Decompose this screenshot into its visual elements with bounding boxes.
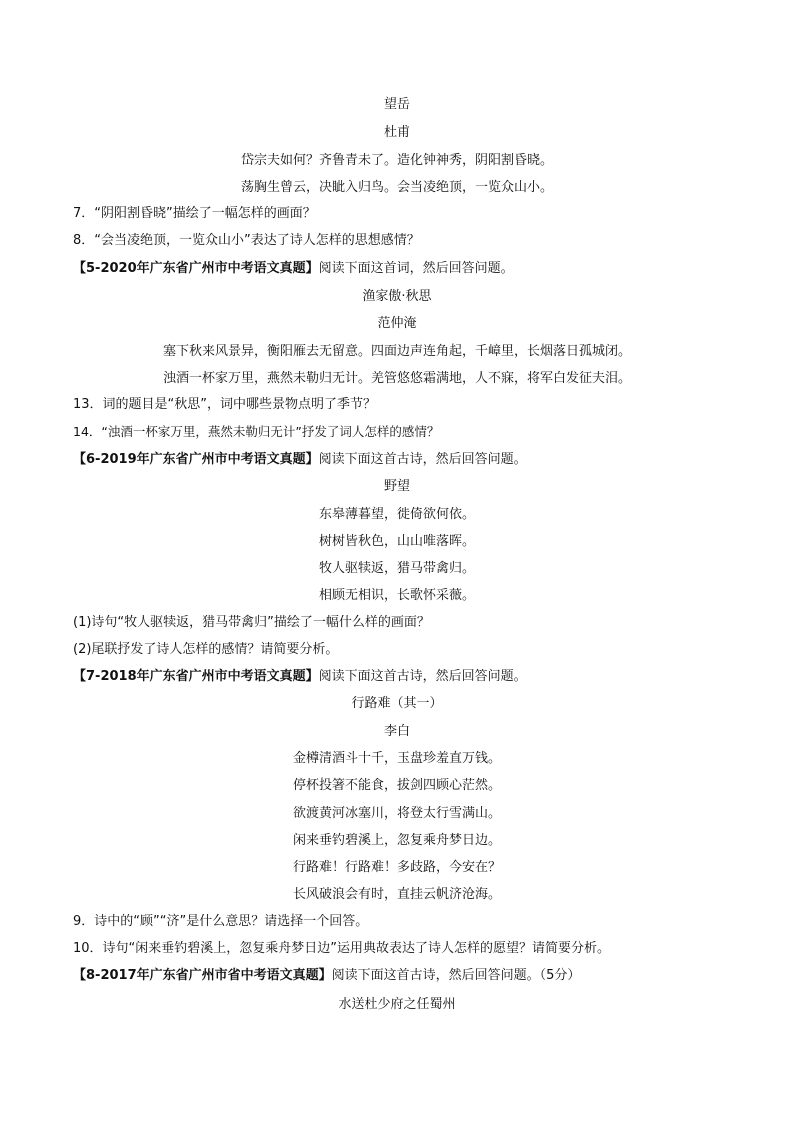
question: 14．“浊酒一杯家万里，燕然未勒归无计”抒发了词人怎样的感情？ (73, 424, 440, 439)
question: (1)诗句“牧人驱犊返，猎马带禽归”描绘了一幅什么样的画面？ (73, 615, 430, 630)
poem-line: 东皋薄暮望，徙倚欲何依。 (318, 507, 475, 522)
poem-title: 野望 (383, 479, 410, 494)
section-header (73, 967, 580, 985)
poem-author: 李白 (383, 724, 410, 739)
question: 10．诗句“闲来垂钓碧溪上，忽复乘舟梦日边”运用典故表达了诗人怎样的愿望？请简要分析。 (73, 941, 611, 956)
poem-line: 长风破浪会有时，直挂云帆济沧海。 (292, 887, 501, 902)
section-instruction: 阅读下面这首古诗，然后回答问题。 (318, 452, 527, 467)
poem-line: 荡胸生曾云，决眦入归鸟。会当凌绝顶，一览众山小。 (240, 180, 553, 195)
poem-line: 塞下秋来风景异，衡阳雁去无留意。四面边声连角起，千嶂里，长烟落日孤城闭。 (162, 344, 631, 359)
poem-title: 水送杜少府之任蜀州 (338, 997, 456, 1012)
section-header (73, 451, 527, 469)
section-tag: 【5-2020年广东省广州市中考语文真题】 (73, 261, 319, 276)
section-instruction: 阅读下面这首古诗，然后回答问题。（5分） (331, 968, 581, 983)
poem-line: 牧人驱犊返，猎马带禽归。 (318, 561, 475, 576)
poem-title: 行路难（其一） (351, 696, 443, 711)
poem-line: 金樽清酒斗十千，玉盘珍羞直万钱。 (292, 751, 501, 766)
poem-author: 杜甫 (383, 125, 410, 140)
section-instruction: 阅读下面这首古诗，然后回答问题。 (318, 669, 527, 684)
section-tag: 【6-2019年广东省广州市中考语文真题】 (73, 452, 319, 467)
section-tag: 【8-2017年广东省广州市省中考语文真题】 (73, 968, 332, 983)
poem-line: 树树皆秋色，山山唯落晖。 (318, 534, 475, 549)
poem-line: 浊酒一杯家万里，燕然未勒归无计。羌管悠悠霜满地，人不寐，将军白发征夫泪。 (162, 371, 631, 386)
question: 7．“阴阳割昏晓”描绘了一幅怎样的画面？ (73, 206, 316, 221)
poem-line: 欲渡黄河冰塞川，将登太行雪满山。 (292, 806, 501, 821)
poem-title: 渔家傲·秋思 (362, 289, 432, 304)
poem-author: 范仲淹 (377, 316, 417, 331)
section-instruction: 阅读下面这首词，然后回答问题。 (318, 261, 514, 276)
poem-line: 行路难！行路难！多歧路，今安在？ (292, 860, 501, 875)
poem-line: 相顾无相识，长歌怀采薇。 (318, 588, 475, 603)
section-header (73, 668, 527, 686)
question: (2)尾联抒发了诗人怎样的感情？请简要分析。 (73, 642, 339, 657)
question: 9．诗中的“顾”“济”是什么意思？请选择一个回答。 (73, 914, 369, 929)
poem-line: 岱宗夫如何？齐鲁青未了。造化钟神秀，阴阳割昏晓。 (240, 153, 553, 168)
question: 13．词的题目是“秋思”，词中哪些景物点明了季节？ (73, 397, 377, 412)
section-header (73, 260, 514, 278)
poem-title: 望岳 (383, 97, 410, 112)
poem-line: 停杯投箸不能食，拔剑四顾心茫然。 (292, 778, 501, 793)
poem-line: 闲来垂钓碧溪上，忽复乘舟梦日边。 (292, 833, 501, 848)
section-tag: 【7-2018年广东省广州市中考语文真题】 (73, 669, 319, 684)
question: 8．“会当凌绝顶，一览众山小”表达了诗人怎样的思想感情？ (73, 233, 420, 248)
